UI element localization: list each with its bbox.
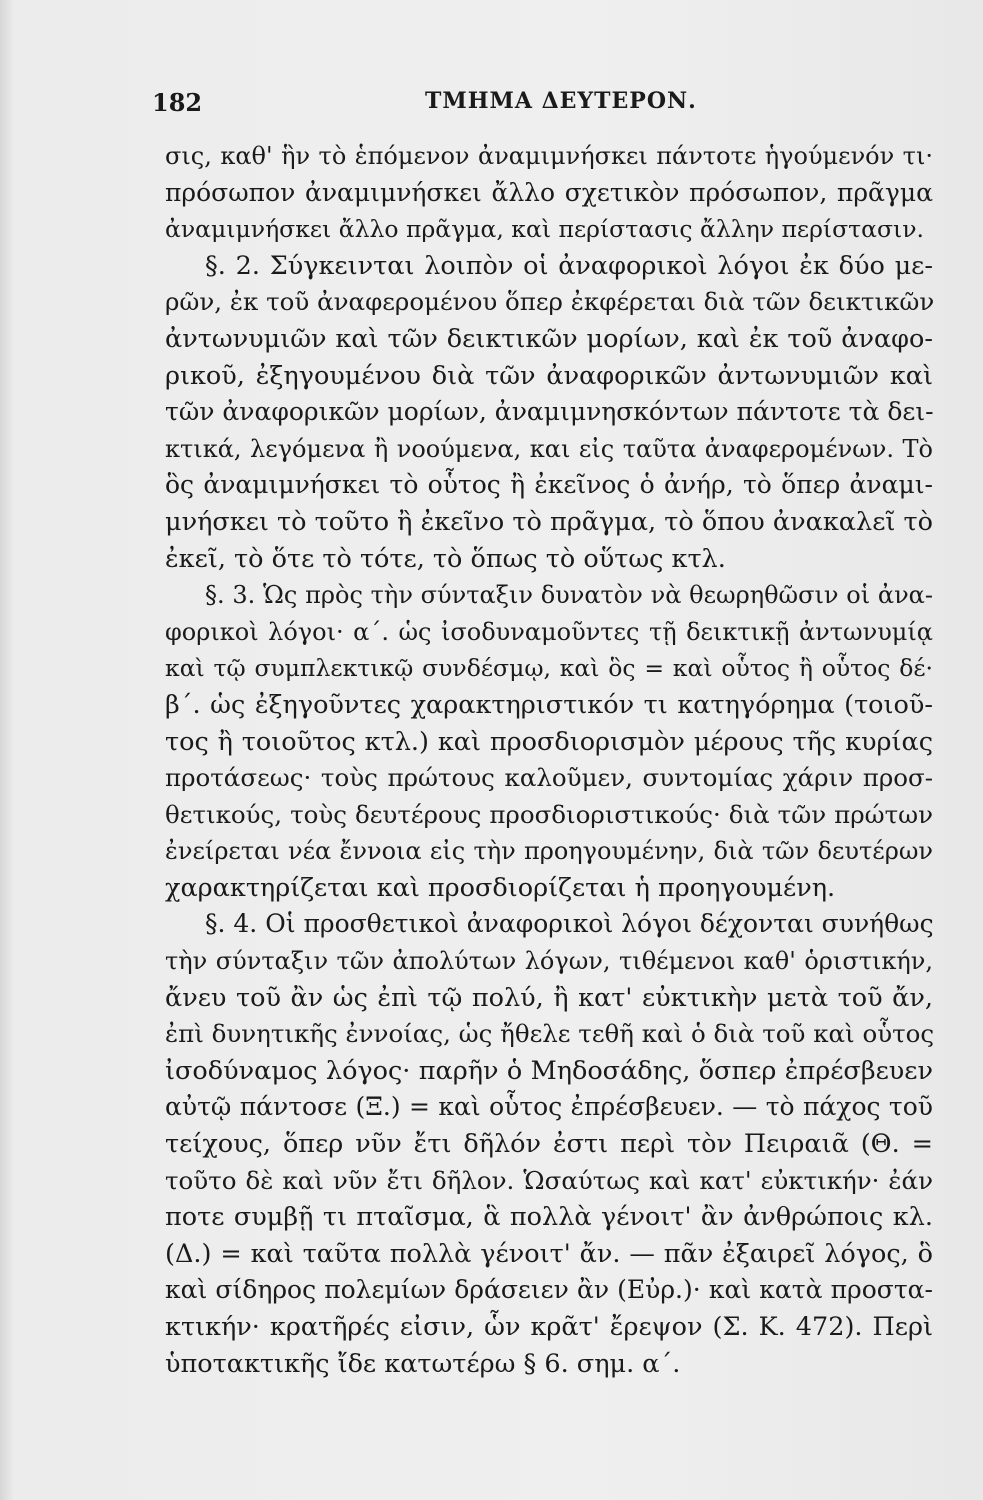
text-line: ἀναμιμνήσκει ἄλλο πρᾶγμα, καὶ περίστασις ἄλλην περίστασιν. xyxy=(165,215,925,244)
text-line: κτικήν· κρατῆρές εἰσιν, ὧν κρᾶτ' ἔρεψον (Σ. Κ. 472). Περὶ xyxy=(165,1312,933,1342)
text-line: ποτε συμβῇ τι πταῖσμα, ἃ πολλὰ γένοιτ' ἂν ἀνθρώποις κλ. xyxy=(165,1202,933,1233)
text-line: τείχους, ὅπερ νῦν ἔτι δῆλόν ἐστι περὶ τὸν Πειραιᾶ (Θ. = xyxy=(165,1129,933,1160)
text-line: τος ἢ τοιοῦτος κτλ.) καὶ προσδιορισμὸν μέρους τῆς κυρίας xyxy=(165,726,933,757)
text-line: κτικά, λεγόμενα ἢ νοούμενα, και εἰς ταῦτα ἀναφερομένων. Τὸ xyxy=(165,434,933,463)
text-line: σις, καθ' ἣν τὸ ἑπόμενον ἀναμιμνήσκει πάντοτε ἡγούμενόν τι· xyxy=(165,142,933,170)
text-line: ἄνευ τοῦ ἂν ὡς ἐπὶ τῷ πολύ, ἢ κατ' εὐκτικὴν μετὰ τοῦ ἄν, xyxy=(165,982,933,1013)
text-line: τοῦτο δὲ καὶ νῦν ἔτι δῆλον. Ὡσαύτως καὶ κατ' εὐκτικήν· ἐάν xyxy=(165,1165,933,1195)
section-3-start: §. 3. Ὡς πρὸς τὴν σύνταξιν δυνατὸν νὰ θεωρηθῶσιν οἱ ἀνα- xyxy=(205,581,933,610)
text-line: ἐνείρεται νέα ἔννοια εἰς τὴν προηγουμένην, διὰ τῶν δευτέρων xyxy=(165,837,933,866)
text-line: μνήσκει τὸ τοῦτο ἢ ἐκεῖνο τὸ πρᾶγμα, τὸ ὅπου ἀνακαλεῖ τὸ xyxy=(165,506,933,537)
text-line: θετικούς, τοὺς δευτέρους προσδιοριστικούς· διὰ τῶν πρώτων xyxy=(165,799,933,829)
text-line: καὶ τῷ συμπλεκτικῷ συνδέσμῳ, καὶ ὃς = καὶ οὗτος ἢ οὗτος δέ· xyxy=(165,654,933,683)
text-line: ρῶν, ἐκ τοῦ ἀναφερομένου ὅπερ ἐκφέρεται διὰ τῶν δεικτικῶν xyxy=(165,287,935,317)
text-line: ὃς ἀναμιμνήσκει τὸ οὗτος ἢ ἐκεῖνος ὁ ἀνήρ, τὸ ὅπερ ἀναμι- xyxy=(165,470,933,500)
text-line: τὴν σύνταξιν τῶν ἀπολύτων λόγων, τιθέμενοι καθ' ὁριστικήν, xyxy=(165,947,933,976)
page-number: 182 xyxy=(152,88,203,117)
text-line: τῶν ἀναφορικῶν μορίων, ἀναμιμνησκόντων πάντοτε τὰ δει- xyxy=(165,397,934,427)
text-line: αὐτῷ πάντοσε (Ξ.) = καὶ οὗτος ἐπρέσβευεν. — τὸ πάχος τοῦ xyxy=(165,1092,933,1122)
text-line: (Δ.) = καὶ ταῦτα πολλὰ γένοιτ' ἄν. — πᾶν ἐξαιρεῖ λόγος, ὃ xyxy=(165,1238,933,1269)
text-line: ἀντωνυμιῶν καὶ τῶν δεικτικῶν μορίων, καὶ ἐκ τοῦ ἀναφο- xyxy=(165,323,933,354)
text-line: καὶ σίδηρος πολεμίων δράσειεν ἂν (Εὐρ.)· καὶ κατὰ προστα- xyxy=(165,1275,933,1305)
section-2-start: §. 2. Σύγκεινται λοιπὸν οἱ ἀναφορικοὶ λόγοι ἐκ δύο με- xyxy=(205,250,933,281)
section-4-start: §. 4. Οἱ προσθετικοὶ ἀναφορικοὶ λόγοι δέχονται συνήθως xyxy=(205,909,934,939)
text-line: ἐπὶ δυνητικῆς ἐννοίας, ὡς ἤθελε τεθῆ καὶ ὁ διὰ τοῦ καὶ οὗτος xyxy=(165,1019,935,1049)
running-head: ΤΜΗΜΑ ΔΕΥΤΕΡΟΝ. xyxy=(425,88,697,114)
text-line: β΄. ὡς ἐξηγοῦντες χαρακτηριστικόν τι κατηγόρημα (τοιοῦ- xyxy=(165,689,933,720)
text-line: ρικοῦ, ἐξηγουμένου διὰ τῶν ἀναφορικῶν ἀντωνυμιῶν καὶ xyxy=(165,360,933,391)
text-line: χαρακτηρίζεται καὶ προσδιορίζεται ἡ προηγουμένη. xyxy=(165,872,836,903)
text-line: ἰσοδύναμος λόγος· παρῆν ὁ Μηδοσάδης, ὅσπερ ἐπρέσβευεν xyxy=(165,1055,933,1086)
text-line: φορικοὶ λόγοι· α΄. ὡς ἰσοδυναμοῦντες τῇ δεικτικῇ ἀντωνυμίᾳ xyxy=(165,617,933,646)
body-text xyxy=(165,138,933,1382)
text-line: πρόσωπον ἀναμιμνήσκει ἄλλο σχετικὸν πρόσωπον, πρᾶγμα xyxy=(165,177,933,207)
page-header xyxy=(150,88,930,128)
text-line: ἐκεῖ, τὸ ὅτε τὸ τότε, τὸ ὅπως τὸ οὕτως κτλ. xyxy=(165,543,726,574)
text-line: ὑποτακτικῆς ἴδε κατωτέρω § 6. σημ. α΄. xyxy=(165,1348,681,1379)
text-line: προτάσεως· τοὺς πρώτους καλοῦμεν, συντομίας χάριν προσ- xyxy=(165,763,933,793)
